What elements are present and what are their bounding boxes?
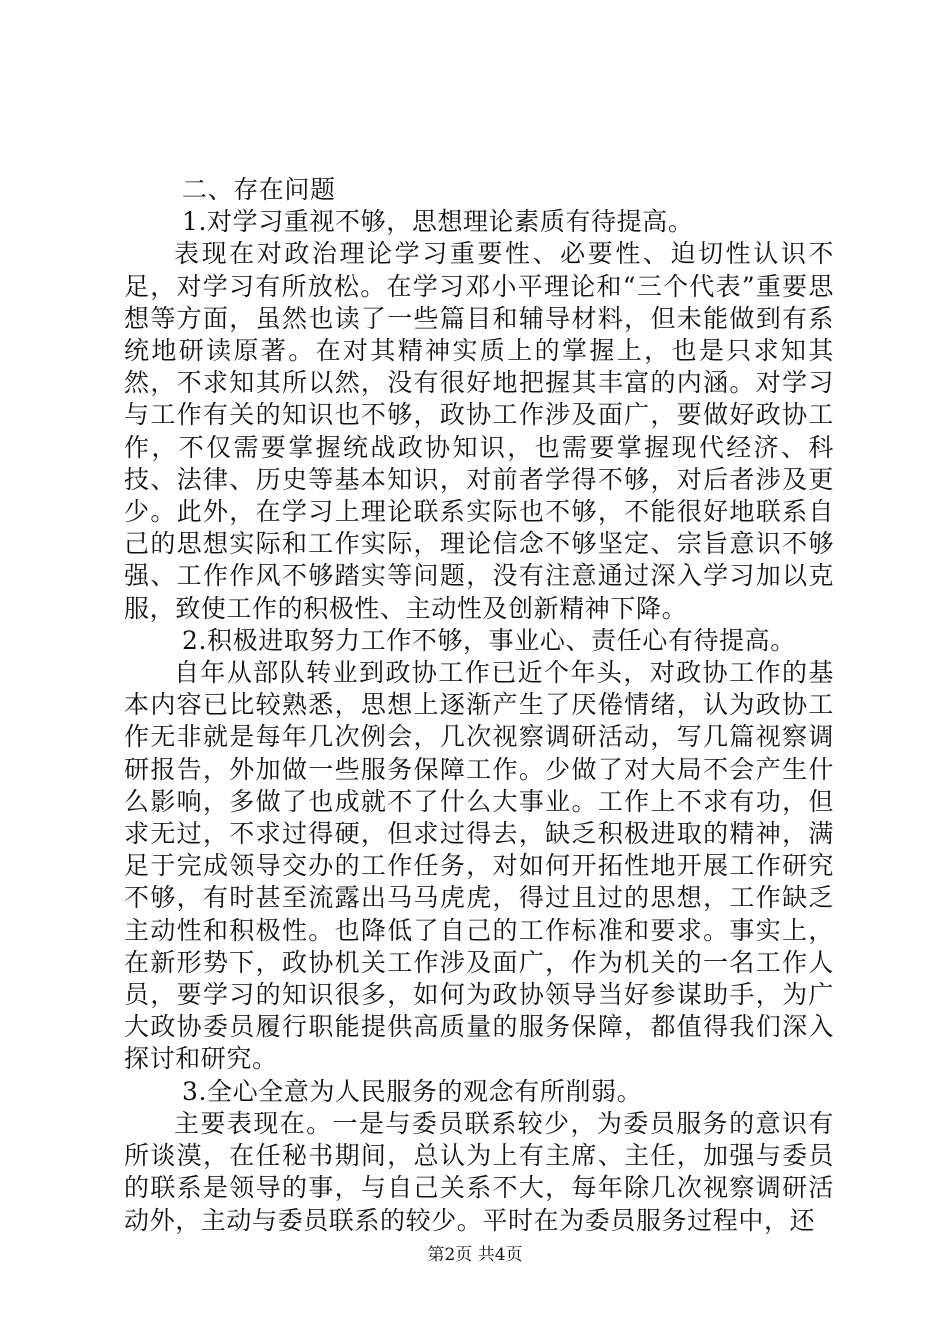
item-heading-2: 2.积极进取努力工作不够，事业心、责任心有待提高。	[182, 625, 796, 655]
document-body	[124, 174, 834, 1237]
item-heading-3: 3.全心全意为人民服务的观念有所削弱。	[182, 1076, 643, 1106]
item-paragraph-1: 表现在对政治理论学习重要性、必要性、迫切性认识不足，对学习有所放松。在学习邓小平理论和“三个代表”重要思想等方面，虽然也读了一些篇目和辅导材料，但未能做到有系统地研读原著。在对其精神实质上的掌握上，也是只求知其然，不求知其所以然，没有很好地把握其丰富的内涵。对学习与工作有关的知识也不够，政协工作涉及面广，要做好政协工作，不仅需要掌握统战政协知识，也需要掌握现代经济、科技、法律、历史等基本知识，对前者学得不够，对后者涉及更少。此外，在学习上理论联系实际也不够，不能很好地联系自己的思想实际和工作实际，理论信念不够坚定、宗旨意识不够强、工作作风不够踏实等问题，没有注意通过深入学习加以克服，致使工作的积极性、主动性及创新精神下降。	[124, 239, 834, 623]
item-paragraph-3: 主要表现在。一是与委员联系较少，为委员服务的意识有所谈漠，在任秘书期间，总认为上有主席、主任，加强与委员的联系是领导的事，与自己关系不大，每年除几次视察调研活动外，主动与委员联系的较少。平时在为委员服务过程中，还	[124, 1108, 834, 1235]
page-footer: 第2页 共4页	[427, 1245, 523, 1265]
item-heading-1: 1.对学习重视不够，思想理论素质有待提高。	[182, 207, 694, 237]
section-title: 二、存在问题	[182, 175, 336, 204]
item-paragraph-2: 自年从部队转业到政协工作已近个年头，对政协工作的基本内容已比较熟悉，思想上逐渐产生了厌倦情绪，认为政协工作无非就是每年几次例会，几次视察调研活动，写几篇视察调研报告，外加做一些服务保障工作。少做了对大局不会产生什么影响，多做了也成就不了什么大事业。工作上不求有功，但求无过，不求过得硬，但求过得去，缺乏积极进取的精神，满足于完成领导交办的工作任务，对如何开拓性地开展工作研究不够，有时甚至流露出马马虎虎，得过且过的思想，工作缺乏主动性和积极性。也降低了自己的工作标准和要求。事实上，在新形势下，政协机关工作涉及面广，作为机关的一名工作人员，要学习的知识很多，如何为政协领导当好参谋助手，为广大政协委员履行职能提供高质量的服务保障，都值得我们深入探讨和研究。	[124, 658, 834, 1074]
